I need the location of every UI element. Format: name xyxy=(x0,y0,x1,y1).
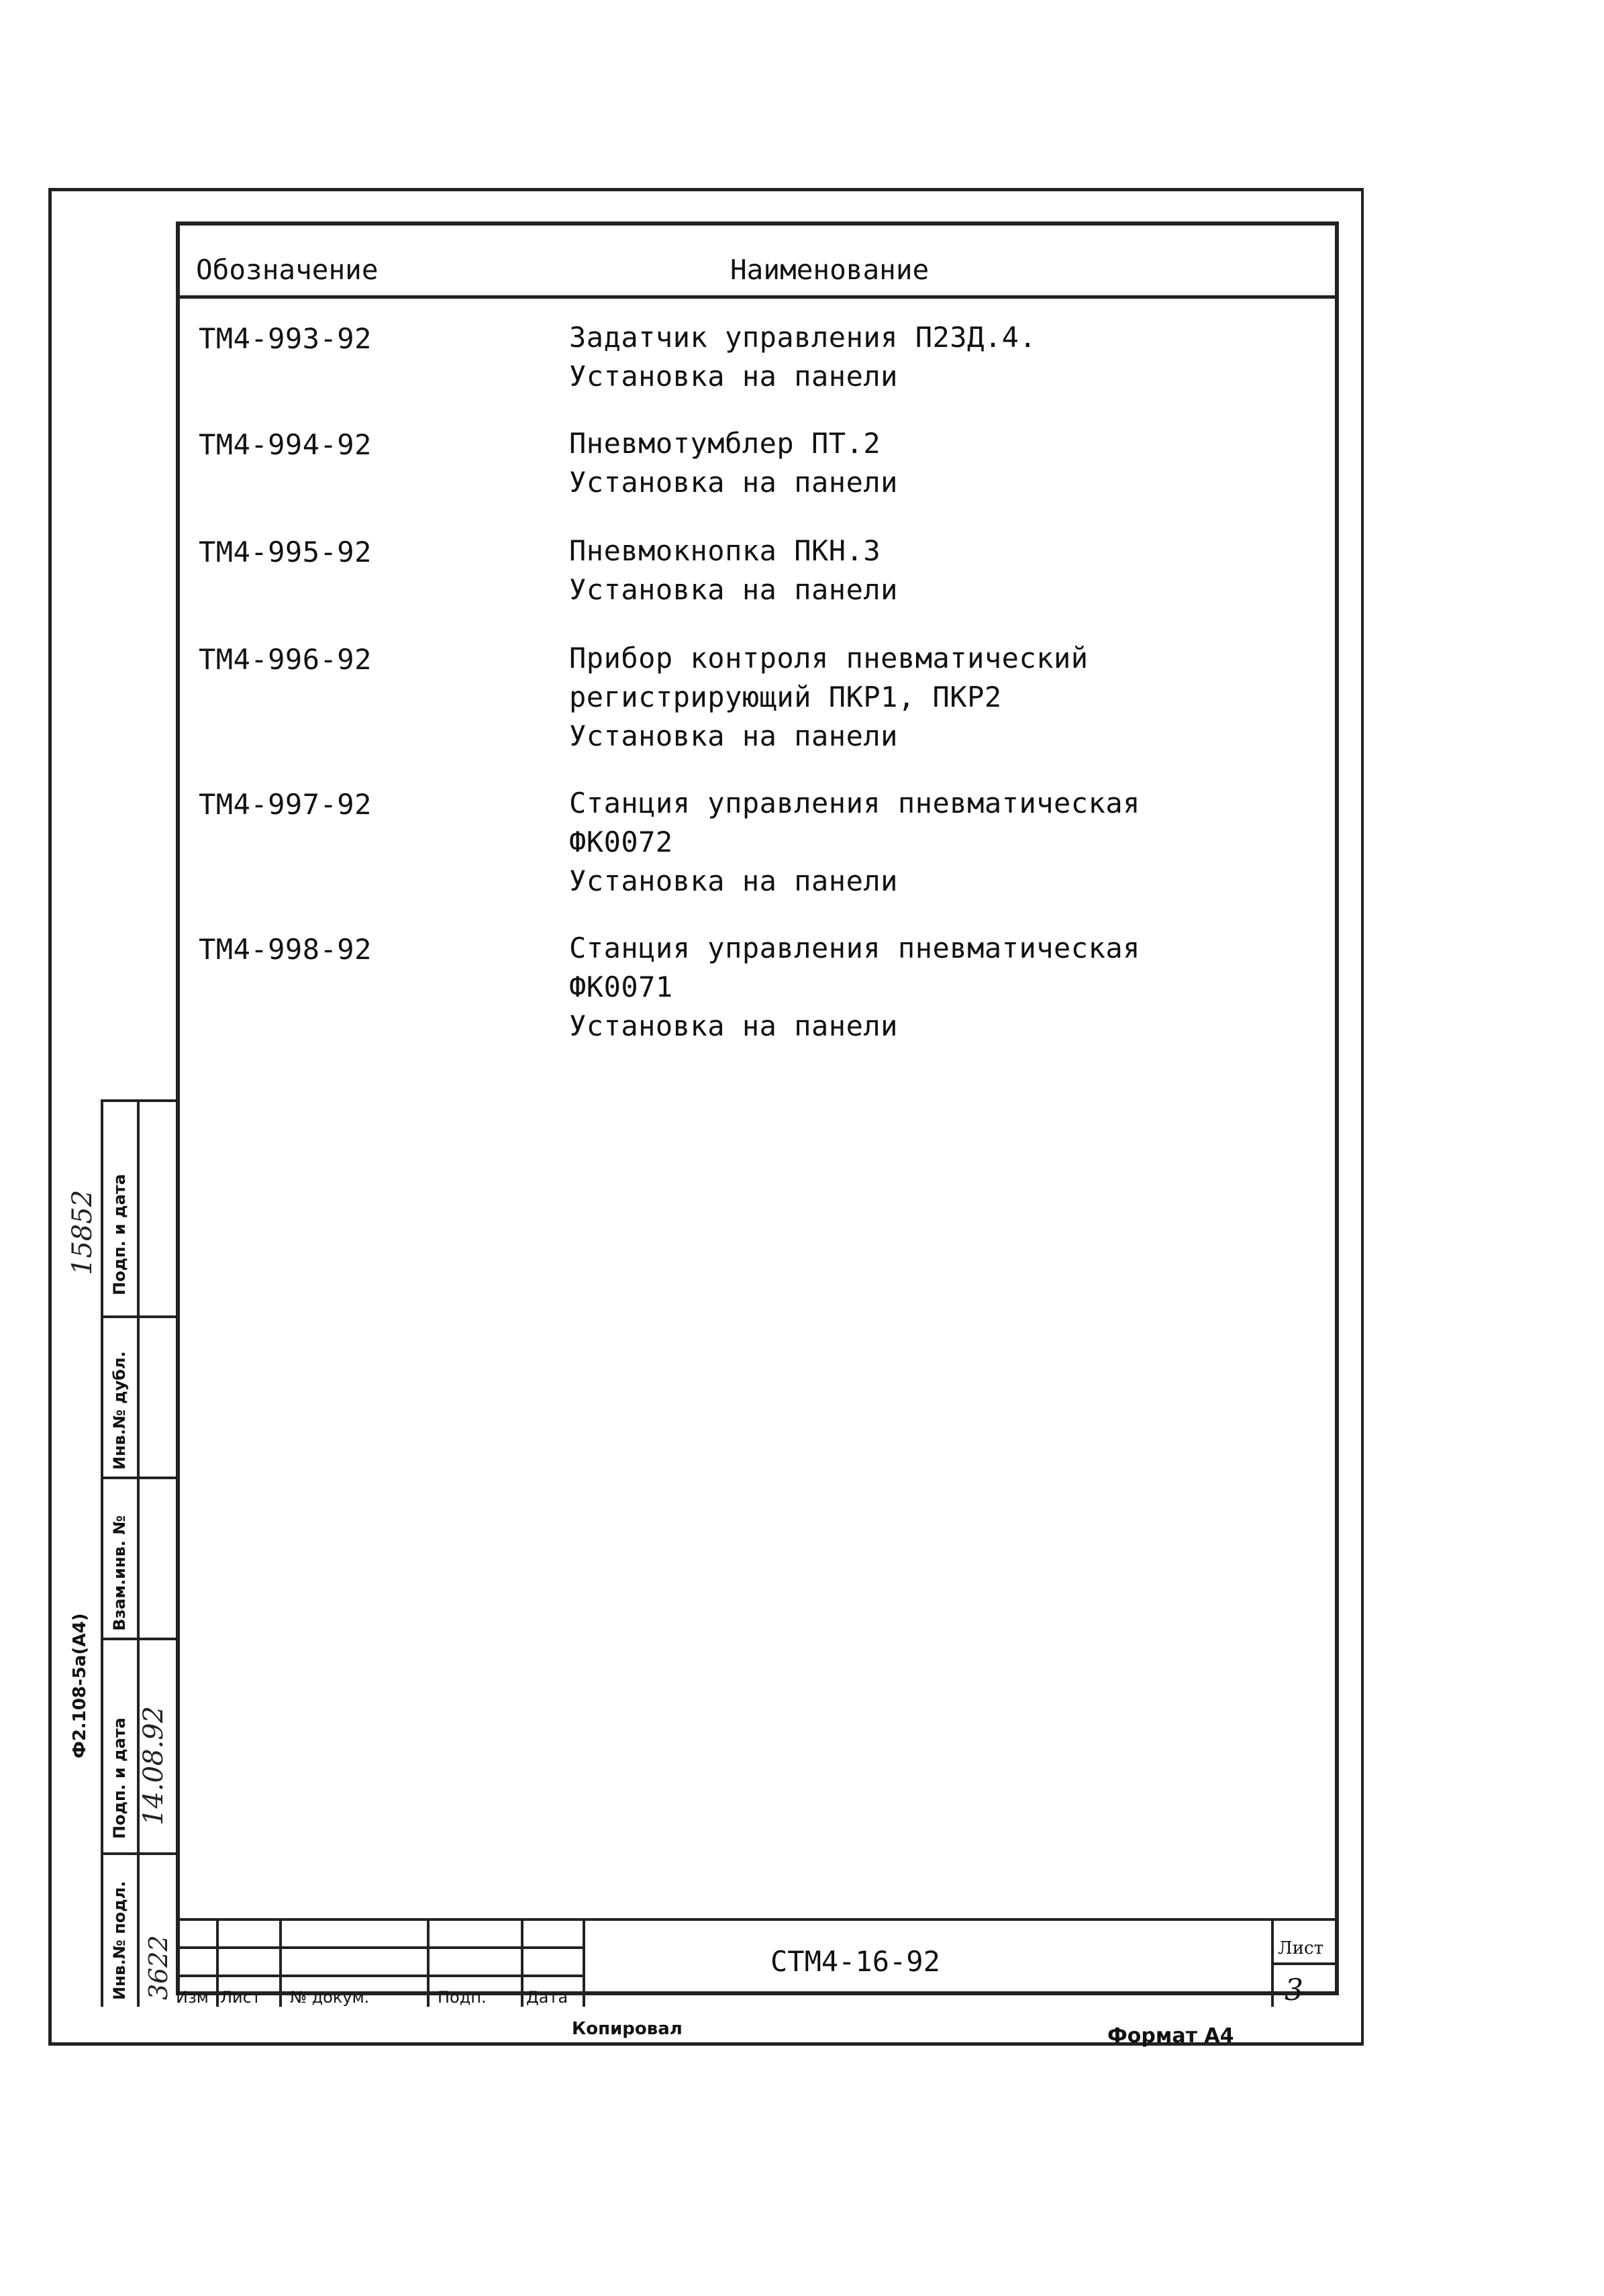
title-block-row-line xyxy=(176,1975,585,1977)
col-sign-label: Подп. xyxy=(438,1988,487,2007)
title-block-col-line xyxy=(521,1918,523,2007)
entry-name: Пневмокнопка ПКН.3 Установка на панели xyxy=(569,534,898,606)
entry-name: Станция управления пневматическая ФК0072 Установка на панели xyxy=(569,787,1140,897)
copied-label: Копировал xyxy=(572,2019,683,2039)
col-doc-label: № докум. xyxy=(290,1988,370,2007)
side-stamp-line xyxy=(101,1852,176,1855)
side-sign-date-2: Подп. и дата xyxy=(110,1174,129,1295)
entry-name: Пневмотумблер ПТ.2 Установка на панели xyxy=(569,427,898,499)
name-header: Наименование xyxy=(730,254,930,286)
entry-code: ТМ4-996-92 xyxy=(199,643,372,676)
entry-code: ТМ4-994-92 xyxy=(199,428,372,461)
side-stamp-line xyxy=(137,1099,140,2007)
format-label: Формат А4 xyxy=(1107,2024,1234,2048)
title-block-row-line xyxy=(176,1946,585,1949)
handwritten-date: 14.08.92 xyxy=(138,1705,169,1826)
title-block-col-line xyxy=(583,1918,585,2007)
document-code: СТМ4-16-92 xyxy=(770,1945,940,1978)
entry-code: ТМ4-993-92 xyxy=(199,322,372,355)
col-list-label: Лист xyxy=(220,1988,261,2007)
header-divider xyxy=(180,295,1335,299)
side-stamp-line xyxy=(101,1638,176,1640)
entry-code: ТМ4-995-92 xyxy=(199,536,372,568)
entry-name: Станция управления пневматическая ФК0071 Установка на панели xyxy=(569,932,1140,1042)
side-stamp-line xyxy=(101,1099,176,1102)
col-izm-label: Изм xyxy=(176,1988,209,2007)
entry-name: Прибор контроля пневматический регистрирующий ПКР1, ПКР2 Установка на панели xyxy=(569,642,1089,752)
side-inv-dup: Инв.№ дубл. xyxy=(110,1351,129,1470)
title-block-top-line xyxy=(176,1918,1339,1921)
entry-code: ТМ4-998-92 xyxy=(199,933,372,966)
side-stamp-line xyxy=(101,1477,176,1479)
side-inv-orig: Инв.№ подл. xyxy=(110,1881,129,2000)
entry-code: ТМ4-997-92 xyxy=(199,788,372,821)
title-block-col-line xyxy=(216,1918,219,2007)
side-stamp-line xyxy=(101,1315,176,1318)
entry-name: Задатчик управления П23Д.4. Установка на панели xyxy=(569,321,1037,393)
sheet-label: Лист xyxy=(1278,1938,1323,1958)
sheet-cell-line xyxy=(1271,1962,1338,1965)
title-block-col-line xyxy=(427,1918,430,2007)
designation-header: Обозначение xyxy=(196,254,379,286)
handwritten-inv: 3622 xyxy=(144,1935,173,2000)
col-date-label: Дата xyxy=(526,1988,568,2007)
handwritten-number: 15852 xyxy=(67,1189,98,1275)
side-sign-date-1: Подп. и дата xyxy=(110,1717,129,1839)
side-form-code: Ф2.108-5а(А4) xyxy=(70,1613,90,1758)
title-block-col-line xyxy=(279,1918,282,2007)
sheet-number: 3 xyxy=(1285,1973,1303,2007)
side-stamp-line xyxy=(101,1099,103,2007)
side-replace-inv: Взам.инв. № xyxy=(110,1515,129,1631)
